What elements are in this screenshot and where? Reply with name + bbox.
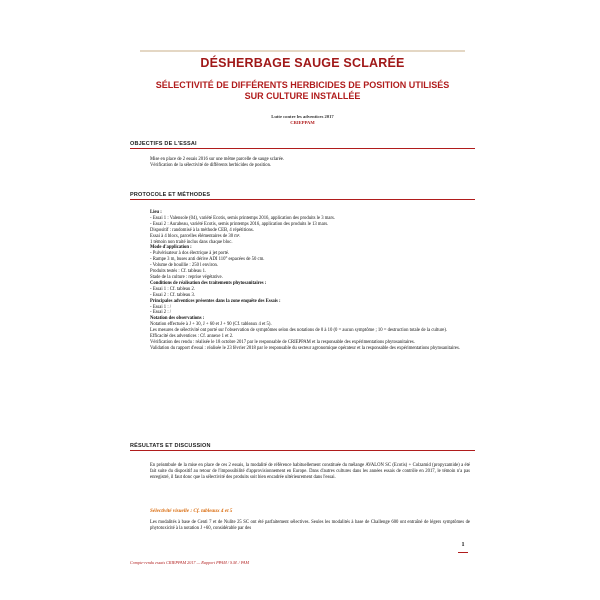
protocol-line: - Rampe 3 m, buses anti dérive ADI 110° espacées de 50 cm. [150,257,265,263]
results-paragraph: En préambule de la mise en place de ces 2 essais, la modalité de référence habituellement constituée du mélange AVALON SC (Ecotis) + Colzamid (propyzamide) a été fait suite du dispositif au retour de l'impossibilité d'approvisionnement en Europe. Dans d'autres cultures dans les années essais de contrôle en 2017, le témoin n'a pas enregistré, il faut donc que la sélectivité des produits soit bien encadrée ultérieurement dans l'essai. [150,463,470,480]
page-footer: Compte-rendu essais CRIEPPAM 2017 — Rapport PPAM / S.M. / PAM [130,560,249,565]
byline-org: CRIEPPAM [290,120,315,125]
results-subheading: Sélectivité visuelle : Cf. tableaux 4 et 5 [150,508,233,514]
protocol-line: - Essai 1 : Cf. tableau 2. [150,286,196,292]
section-objective-body [150,157,470,169]
protocol-line: - Essai 2 : Aurabeau, variété Ecotis, semis printemps 2016, application des produits le 13 mars. [150,221,329,227]
protocol-line: - Volume de bouillie : 250 l environ. [150,263,219,269]
protocol-line: Notation des observations : [150,316,205,322]
protocol-line: 1 témoin non traité inclus dans chaque bloc. [150,239,233,245]
protocol-line: Essai à 4 blocs, parcelles élémentaires de 30 m². [150,233,241,239]
section-protocol-body [150,210,470,352]
title-rule [140,50,465,52]
protocol-line: Notation effectuée à J + 30, J + 60 et J + 90 (Cf. tableaux 4 et 5). [150,322,272,328]
protocol-line: - Essai 2 : Cf. tableau 3. [150,292,196,298]
protocol-line: Efficacité des adventices : Cf. annexe 1 et 2. [150,334,234,340]
objective-line: Vérification de la sélectivité de différents herbicides de position. [150,162,272,168]
results-paragraph-2: Les modalités à base de Centi 7 et de Nulite 25 SC ont été parfaitement sélectives. Seules les modalités à base de Challenge 600 ont entraîné de légers symptômes de phytotoxicité à la notation J +60, considérable par des [150,520,470,531]
section-protocol-heading: PROTOCOLE ET MÉTHODES [130,192,475,200]
byline-line1: Lutte contre les adventices 2017 [271,114,334,119]
protocol-line: Conditions de réalisation des traitements phytosanitaires : [150,280,267,286]
protocol-line: Dispositif : randomisé à la méthode CEB, 4 répétitions. [150,227,254,233]
protocol-line: Produits testés : Cf. tableau 1. [150,269,207,275]
protocol-line: - Essai 1 : / [150,304,172,310]
protocol-line: Validation du rapport d'essai : réalisée le 23 février 2018 par le responsable du secteur agronomique opérateur et la responsable des expérimentations phytosanitaires. [150,345,460,351]
protocol-line: - Essai 1 : Valensole (04), variété Ecotis, semis printemps 2016, application des produits le 3 mars. [150,215,336,221]
protocol-line: Principales adventices présentes dans la zone enquête des Essais : [150,298,281,304]
protocol-line: Les mesures de sélectivité ont porté sur l'observation de symptômes selon des notations de 0 à 10 (0 = aucun symptôme ; 10 = destruction totale de la culture). [150,328,448,334]
document-subtitle: SÉLECTIVITÉ DE DIFFÉRENTS HERBICIDES DE POSITION UTILISÉS SUR CULTURE INSTALLÉE [155,80,450,101]
document-page [130,0,475,600]
section-results-heading: RÉSULTATS ET DISCUSSION [130,443,475,451]
objective-line: Mise en place de 2 essais 2016 sur une même parcelle de sauge sclarée. [150,157,285,162]
protocol-line: Vérification des rendu : réalisée le 18 octobre 2017 par le responsable de CRIEPPAM et la responsable des expérimentations phytosanitaires. [150,339,415,345]
protocol-line: Mode d'application : [150,245,192,251]
protocol-line: Stade de la culture : reprise végétative. [150,274,223,280]
protocol-line: Lieu : [150,210,162,215]
protocol-line: - Pulvérisateur à dos électrique à jet porté. [150,251,230,257]
section-objective-heading: OBJECTIFS DE L'ESSAI [130,141,475,149]
protocol-line: - Essai 2 : / [150,310,172,316]
document-title: DÉSHERBAGE SAUGE SCLARÉE [200,56,405,70]
page-number: 1 [458,542,468,553]
byline [130,114,475,126]
